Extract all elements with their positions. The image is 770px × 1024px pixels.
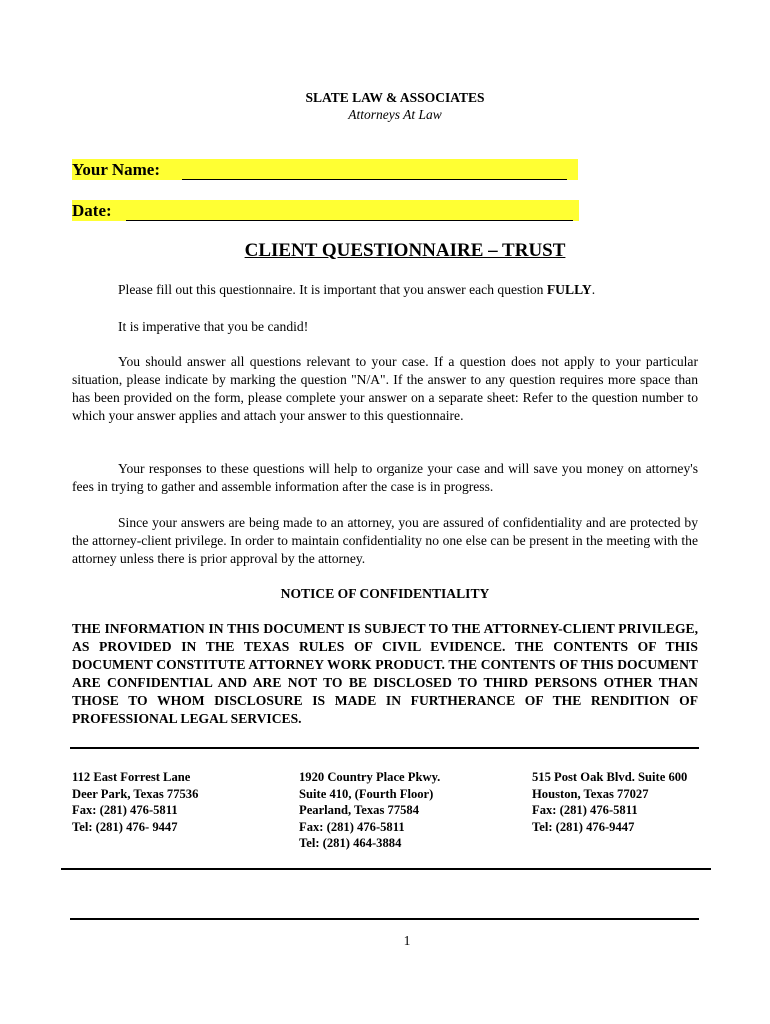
intro-paragraph-4: Your responses to these questions will help to organize your case and will save you money on attorney's fees in trying to gather and assemble information after the case is in progress. [72,461,698,494]
intro-p1-end: . [591,282,596,297]
office-line: Deer Park, Texas 77536 [72,786,199,801]
date-field-label: Date: [72,201,112,220]
office-line: Tel: (281) 476- 9447 [72,819,178,834]
divider-top [70,747,699,749]
document-title-text: CLIENT QUESTIONNAIRE – TRUST [244,240,566,261]
name-field-label: Your Name: [72,160,160,179]
date-field-blank[interactable] [126,204,573,221]
date-field-row [72,200,579,221]
firm-subtitle: Attorneys At Law [348,107,442,122]
office-line: Fax: (281) 476-5811 [532,803,638,817]
intro-p1-text: Please fill out this questionnaire. It is important that you answer each question [118,282,547,297]
office-line: 112 East Forrest Lane [72,770,191,784]
office-line: Fax: (281) 476-5811 [72,803,178,817]
intro-paragraph-2: It is imperative that you be candid! [118,319,309,334]
office-line: Pearland, Texas 77584 [299,803,420,817]
office-address-deer-park [72,769,198,835]
name-field-blank[interactable] [182,163,567,180]
office-address-houston [532,769,687,835]
notice-body: THE INFORMATION IN THIS DOCUMENT IS SUBJECT TO THE ATTORNEY-CLIENT PRIVILEGE, AS PROVIDED IN THE TEXAS RULES OF CIVIL EVIDENCE. THE CONTENTS OF THIS DOCUMENT CONSTITUTE ATTORNEY WORK PRODUCT. THE CONTENTS OF THIS DOCUMENT ARE CONFIDENTIAL AND ARE NOT TO BE DISCLOSED TO THIRD PERSONS OTHER THAN THOSE TO WHOM DISCLOSURE IS MADE IN FURTHERANCE OF THE RENDITION OF PROFESSIONAL LEGAL SERVICES. [72,621,698,726]
page-number: 1 [403,933,411,948]
office-address-pearland [299,769,440,852]
intro-paragraph-3: You should answer all questions relevant to your case. If a question does not apply to your particular situation, please indicate by marking the question "N/A". If the answer to any question requires more space than has been provided on the form, please complete your answer on a separate sheet: Refer to the question number to which your answer applies and attach your answer to this questionnaire. [72,354,698,423]
firm-name: SLATE LAW & ASSOCIATES [305,90,485,105]
office-line: Tel: (281) 476-9447 [532,819,635,834]
intro-paragraph-5: Since your answers are being made to an attorney, you are assured of confidentiality and are protected by the attorney-client privilege. In order to maintain confidentiality no one else can be present in the meeting with the attorney unless there is prior approval by the attorney. [72,515,698,566]
office-line: 1920 Country Place Pkwy. [299,770,441,784]
office-line: Tel: (281) 464-3884 [299,836,402,850]
name-field-row [72,159,578,180]
office-line: Houston, Texas 77027 [532,786,649,801]
divider-middle [61,868,711,870]
divider-bottom [70,918,699,920]
intro-p1-emphasis: FULLY [546,282,592,297]
office-line: Suite 410, (Fourth Floor) [299,786,434,801]
office-line: Fax: (281) 476-5811 [299,819,405,834]
document-title [0,240,770,262]
letterhead [0,89,770,123]
intro-paragraph-1 [72,281,698,299]
office-line: 515 Post Oak Blvd. Suite 600 [532,770,688,784]
notice-heading: NOTICE OF CONFIDENTIALITY [280,586,490,601]
